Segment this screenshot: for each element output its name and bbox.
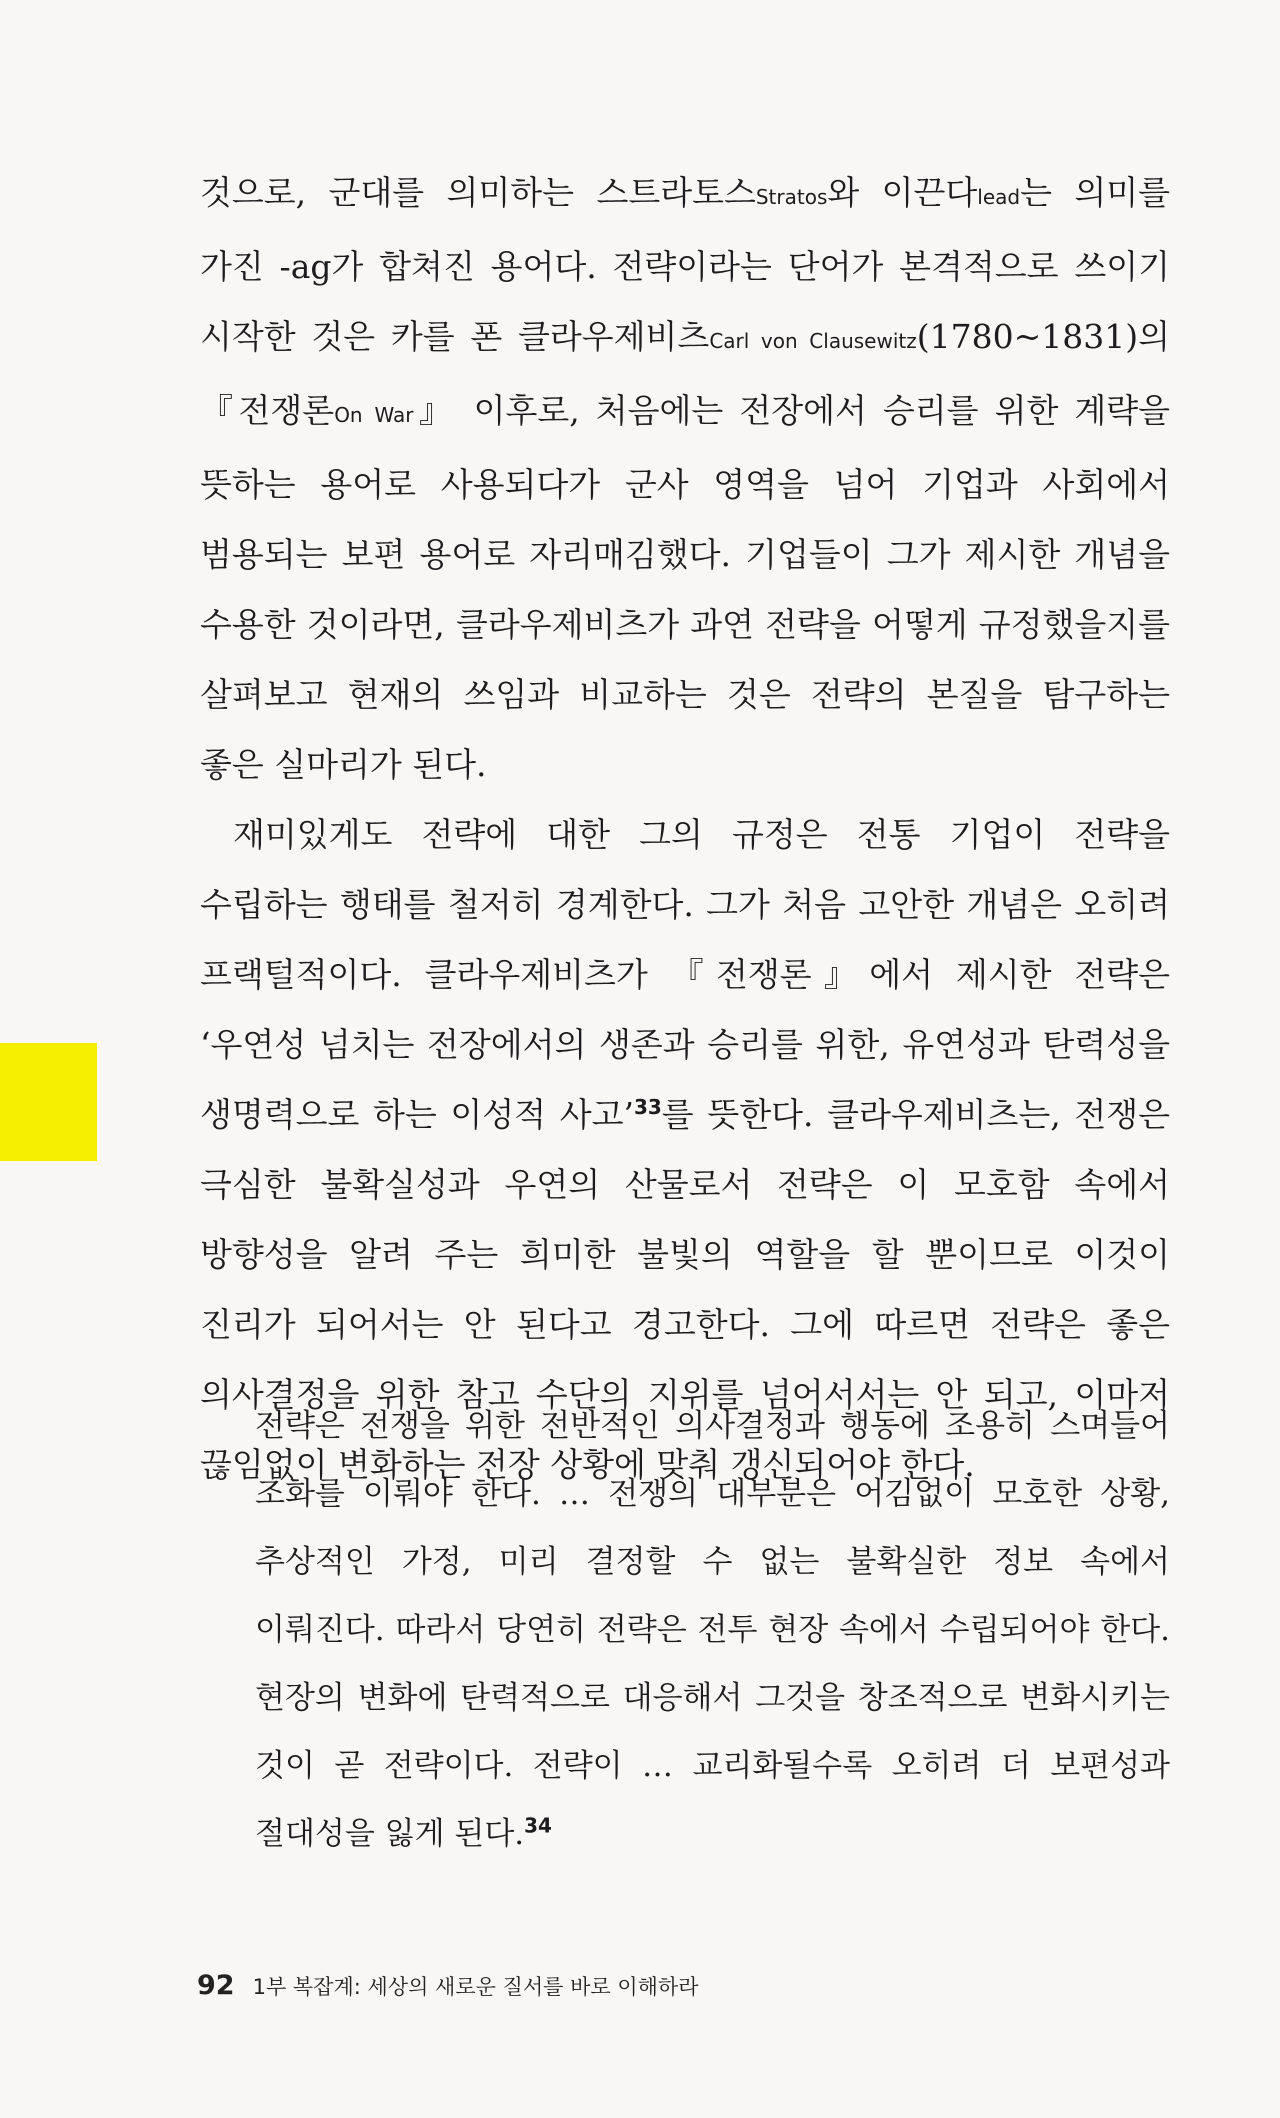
stratos-latin: Stratos [755, 185, 828, 209]
on-war-latin: On War [334, 403, 414, 427]
lead-latin: lead [977, 185, 1021, 209]
paragraph-1-part-a: 것으로, 군대를 의미하는 스트라토스 [200, 173, 756, 212]
running-head: 1부 복잡계: 세상의 새로운 질서를 바로 이해하라 [252, 1975, 699, 1999]
footnote-33: 33 [633, 1095, 662, 1119]
quote-text: 전략은 전쟁을 위한 전반적인 의사결정과 행동에 조용히 스며들어 조화를 이뤄야 한다. … 전쟁의 대부분은 어김없이 모호한 상황, 추상적인 가정, 미리 결정할 수 없는 불확실한 정보 속에서 이뤄진다. 따라서 당연히 전략은 전투 현장 속에서 수립되어야 한다. 현장의 변화에 탄력적으로 대응해서 그것을 창조적으로 변화시키는 것이 곧 전략이다. 전략이 … 교리화될수록 오히려 더 보편성과 절대성을 잃게 된다. [255, 1408, 1170, 1852]
paragraph-1-part-c: 는 의미를 가진 -ag가 합쳐진 용어다. 전략이라는 단어가 본격적으로 쓰이기 시작한 것은 카를 폰 클라우제비츠 [200, 173, 1170, 356]
clausewitz-latin: Carl von Clausewitz [709, 329, 917, 353]
paragraph-2-part-a: 재미있게도 전략에 대한 그의 규정은 전통 기업이 전략을 수립하는 행태를 철저히 경계한다. 그가 처음 고안한 개념은 오히려 프랙털적이다. 클라우제비츠가 『전쟁론』에서 제시한 전략은 ‘우연성 넘치는 전장에서의 생존과 승리를 위한, 유연성과 탄력성을 생명력으로 하는 이성적 사고’ [200, 815, 1170, 1134]
block-quote [255, 1392, 1170, 1868]
paragraph-2-part-b: 를 뜻한다. 클라우제비츠는, 전쟁은 극심한 불확실성과 우연의 산물로서 전략은 이 모호함 속에서 방향성을 알려 주는 희미한 불빛의 역할을 할 뿐이므로 이것이 진리가 되어서는 안 된다고 경고한다. 그에 따르면 전략은 좋은 의사결정을 위한 참고 수단의 지위를 넘어서서는 안 되고, 이마저 끊임없이 변화하는 전장 상황에 맞춰 갱신되어야 한다. [200, 1095, 1170, 1484]
paragraph-1 [200, 158, 1170, 800]
page-number: 92 [197, 1970, 235, 2001]
main-text [200, 158, 1170, 1500]
paragraph-1-part-b: 와 이끈다 [827, 173, 978, 212]
footnote-34: 34 [524, 1813, 552, 1838]
highlight-marker [0, 1043, 97, 1161]
paragraph-1-part-e: 』 이후로, 처음에는 전장에서 승리를 위한 계략을 뜻하는 용어로 사용되다가 군사 영역을 넘어 기업과 사회에서 범용되는 보편 용어로 자리매김했다. 기업들이 그가 제시한 개념을 수용한 것이라면, 클라우제비츠가 과연 전략을 어떻게 규정했을지를 살펴보고 현재의 쓰임과 비교하는 것은 전략의 본질을 탐구하는 좋은 실마리가 된다. [200, 391, 1170, 784]
page-footer [197, 1970, 699, 2001]
paragraph-1-part-d: (1780~1831)의 『전쟁론 [200, 317, 1170, 430]
